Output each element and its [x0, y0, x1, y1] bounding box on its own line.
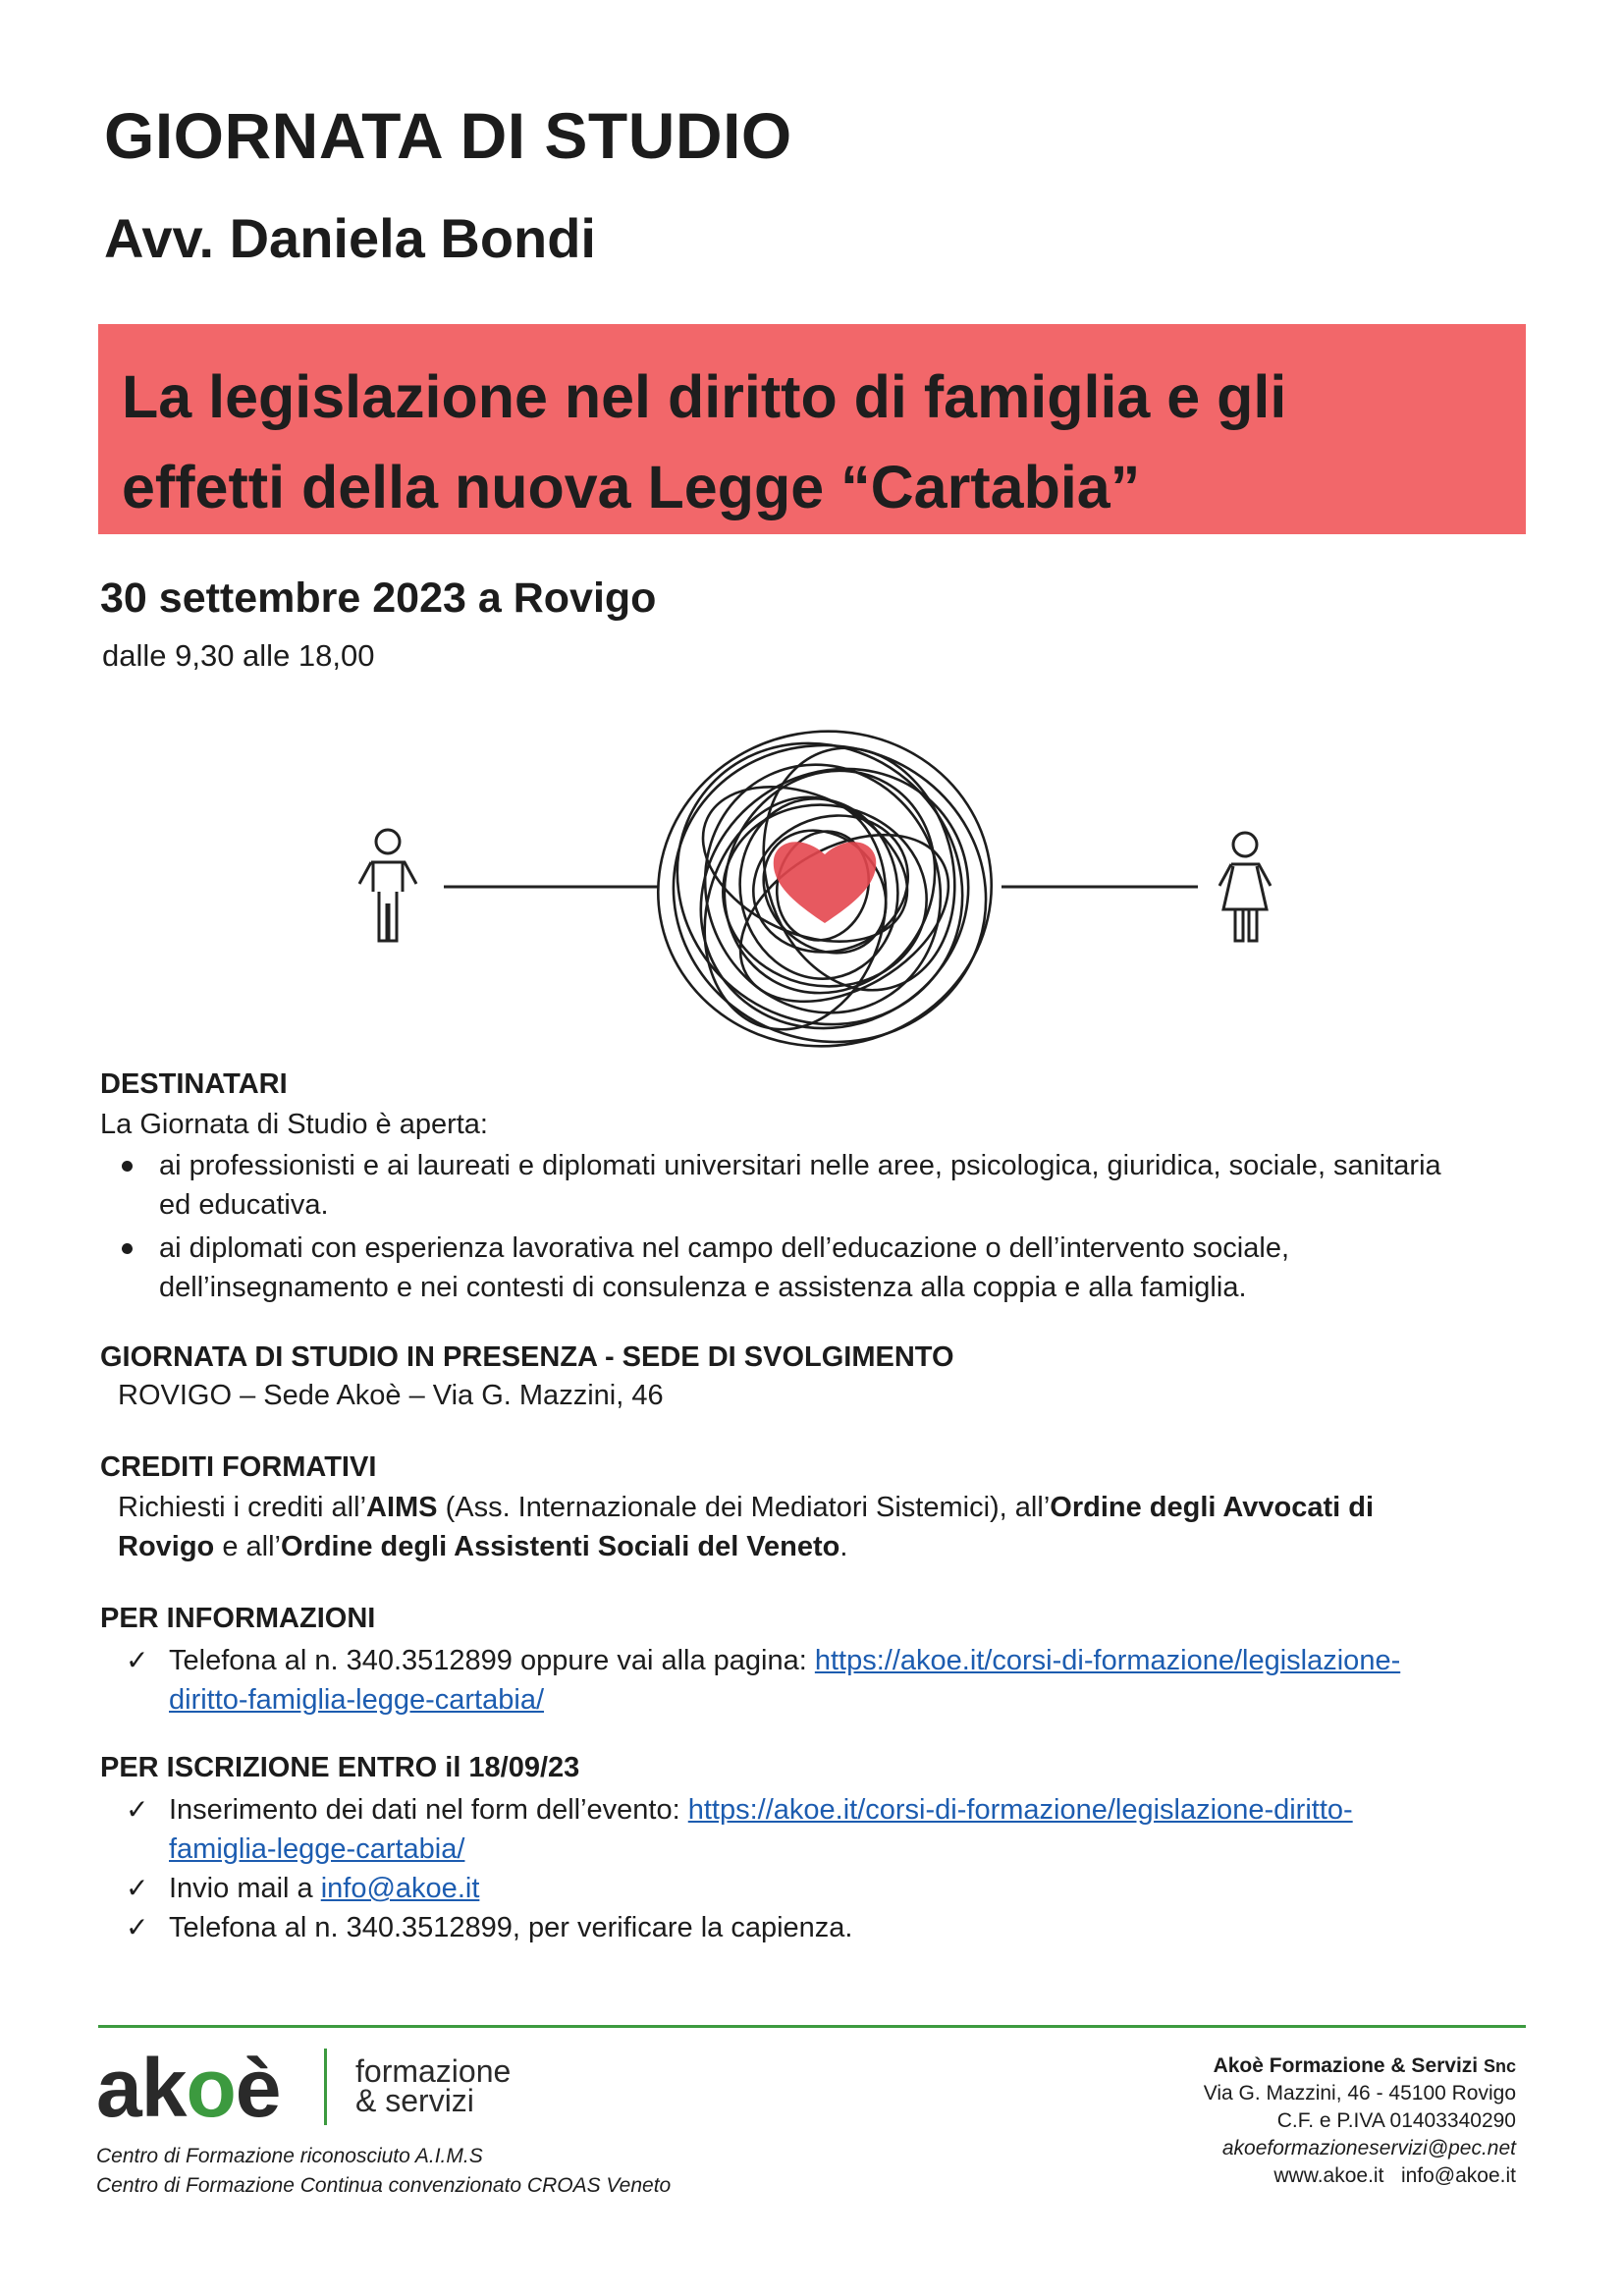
akoe-logo: akoè [96, 2042, 281, 2134]
iscrizione-item-phone: ✓ Telefona al n. 340.3512899, per verificare la capienza. [100, 1908, 1514, 1947]
checkmark-icon: ✓ [126, 1912, 149, 1942]
sede-address: ROVIGO – Sede Akoè – Via G. Mazzini, 46 [118, 1380, 664, 1411]
company-web[interactable]: www.akoe.it [1273, 2164, 1384, 2187]
checkmark-icon: ✓ [126, 1645, 149, 1675]
footer-aims-note: Centro di Formazione riconosciuto A.I.M.S [96, 2145, 483, 2167]
event-date: 30 settembre 2023 a Rovigo [100, 574, 657, 622]
company-pec[interactable]: akoeformazioneservizi@pec.net [1221, 2137, 1516, 2159]
destinatari-item: ai diplomati con esperienza lavorativa nel campo dell’educazione o dell’intervento sociale, dell’insegnamento e nei contesti di consulenza e assistenza alla coppia e alla famiglia. [100, 1229, 1534, 1307]
crediti-section [100, 1451, 1514, 1566]
email-link[interactable]: info@akoe.it [320, 1873, 480, 1904]
company-vat: C.F. e P.IVA 01403340290 [1276, 2109, 1516, 2132]
company-contacts [1204, 2162, 1516, 2190]
destinatari-title: DESTINATARI [100, 1068, 288, 1100]
checkmark-icon: ✓ [126, 1794, 149, 1825]
informazioni-link[interactable]: https://akoe.it/corsi-di-formazione/legislazione- diritto-famiglia-legge-cartabia/ [169, 1645, 1401, 1716]
sede-title: GIORNATA DI STUDIO IN PRESENZA - SEDE DI SVOLGIMENTO [100, 1341, 954, 1373]
informazioni-item: ✓ Telefona al n. 340.3512899 oppure vai alla pagina: https://akoe.it/corsi-di-formazione/legislazione- diritto-famiglia-legge-cartabia/ [100, 1641, 1514, 1720]
crediti-title: CREDITI FORMATIVI [100, 1451, 377, 1483]
informazioni-section [100, 1603, 1514, 1720]
footer-croas-note: Centro di Formazione Continua convenzionato CROAS Veneto [96, 2174, 672, 2197]
bullet-icon [122, 1243, 133, 1254]
sede-section [100, 1341, 954, 1415]
title-banner [98, 324, 1526, 534]
destinatari-section [100, 1068, 1534, 1309]
iscrizione-section [100, 1752, 1514, 1947]
logo-separator [324, 2049, 327, 2125]
iscrizione-form-link[interactable]: https://akoe.it/corsi-di-formazione/legislazione-diritto- famiglia-legge-cartabia/ [169, 1794, 1353, 1865]
banner-line-1: La legislazione nel diritto di famiglia e gli [122, 363, 1287, 430]
bullet-icon [122, 1161, 133, 1172]
informazioni-title: PER INFORMAZIONI [100, 1603, 376, 1634]
destinatari-item: ai professionisti e ai laureati e diplomati universitari nelle aree, psicologica, giuridica, sociale, sanitaria ed educativa. [100, 1146, 1534, 1225]
document-title: GIORNATA DI STUDIO [104, 99, 792, 172]
checkmark-icon: ✓ [126, 1873, 149, 1903]
event-time: dalle 9,30 alle 18,00 [102, 638, 375, 673]
logo-subtitle: formazione & servizi [355, 2053, 512, 2118]
company-name: Akoè Formazione & Servizi Snc [1213, 2054, 1516, 2077]
company-address: Via G. Mazzini, 46 - 45100 Rovigo [1203, 2082, 1516, 2105]
banner-line-2: effetti della nuova Legge “Cartabia” [122, 454, 1141, 520]
footer-divider [98, 2025, 1526, 2028]
couple-heart-illustration [334, 687, 1296, 1100]
speaker-name: Avv. Daniela Bondi [104, 207, 596, 269]
iscrizione-item-mail: ✓ Invio mail a info@akoe.it [100, 1869, 1514, 1908]
iscrizione-item-form: ✓ Inserimento dei dati nel form dell’evento: https://akoe.it/corsi-di-formazione/legislazione-diritto- famiglia-legge-cartabia/ [100, 1790, 1514, 1869]
iscrizione-title: PER ISCRIZIONE ENTRO il 18/09/23 [100, 1752, 580, 1783]
destinatari-intro: La Giornata di Studio è aperta: [100, 1109, 488, 1140]
woman-icon [1219, 833, 1271, 941]
company-email[interactable]: info@akoe.it [1400, 2164, 1516, 2187]
crediti-text: Richiesti i crediti all’AIMS (Ass. Internazionale dei Mediatori Sistemici), all’Ordine degli Avvocati di Rovigo e all’Ordine degli Assistenti Sociali del Veneto. [118, 1492, 1375, 1562]
company-info [1204, 2052, 1516, 2190]
man-icon [359, 830, 416, 941]
